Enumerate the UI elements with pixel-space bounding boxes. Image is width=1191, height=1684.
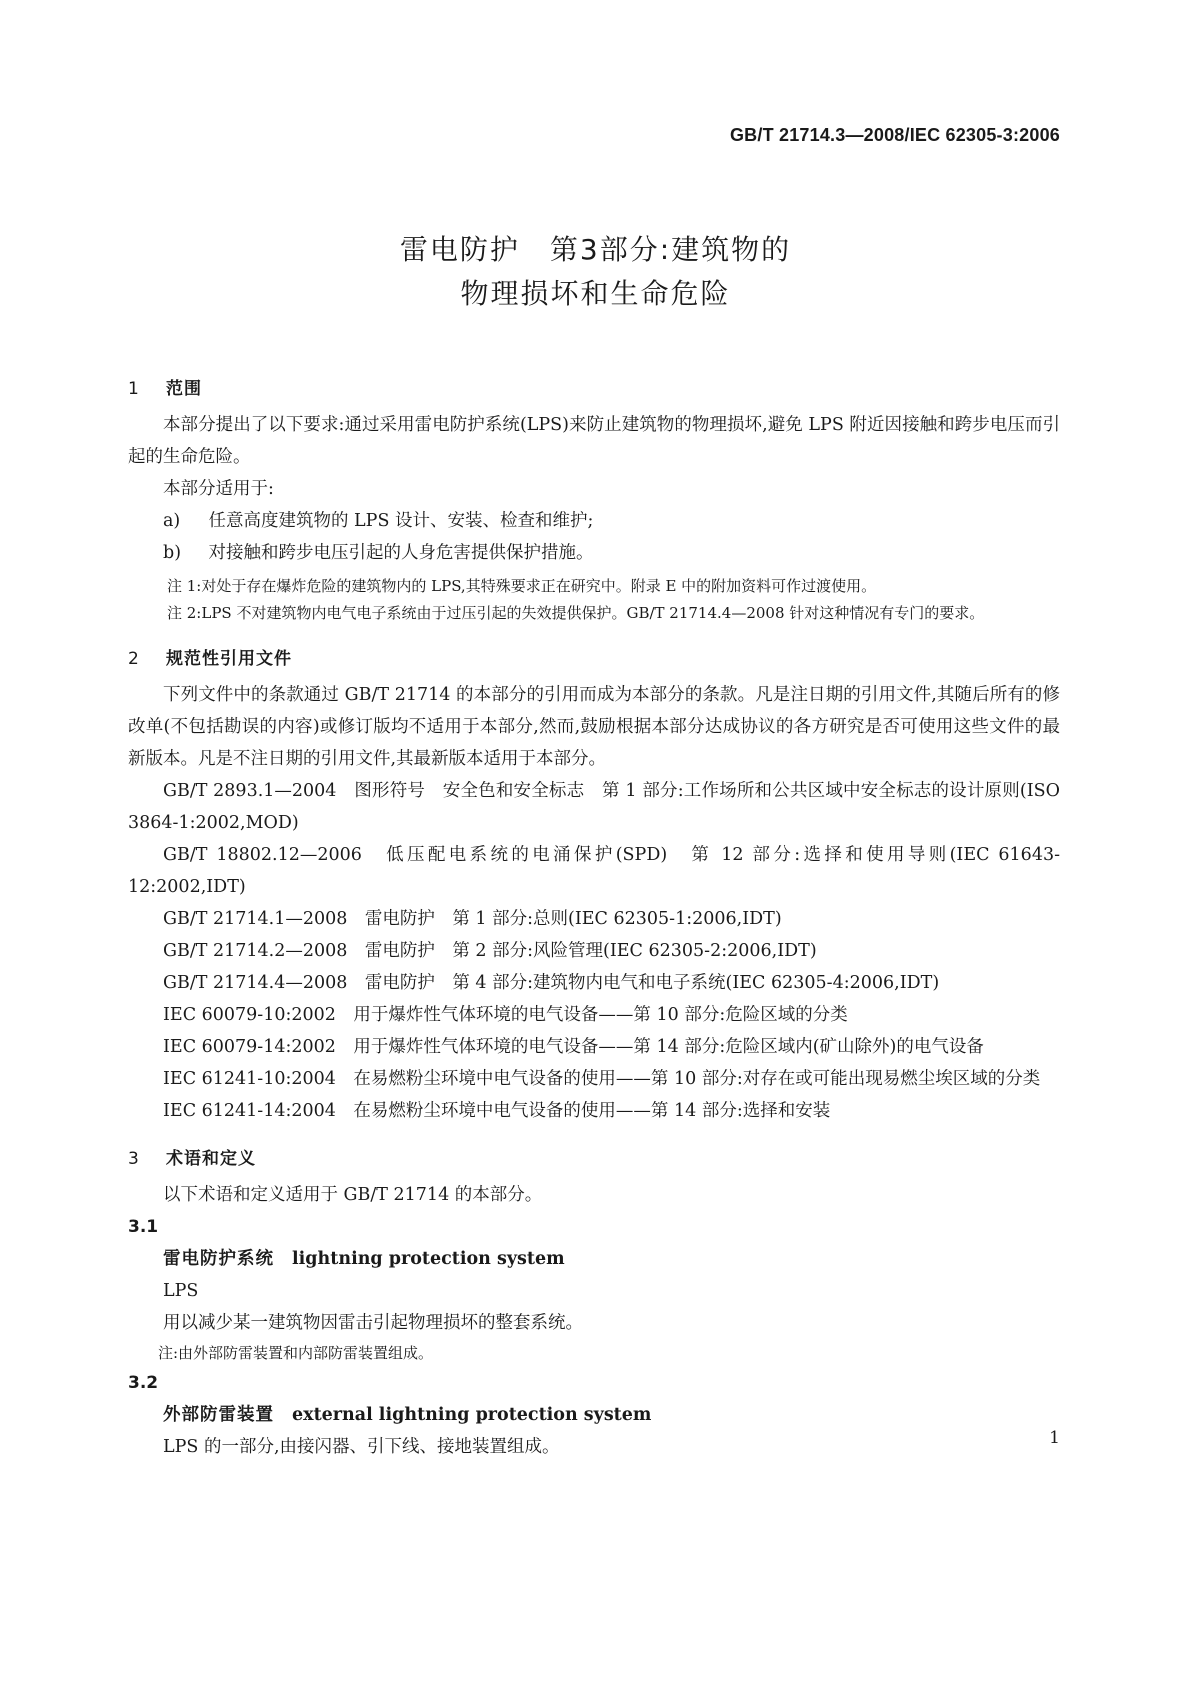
section-title: 术语和定义 [166, 1149, 256, 1169]
list-item-text: 对接触和跨步电压引起的人身危害提供保护措施。 [208, 543, 594, 563]
reference-item: IEC 61241-10:2004 在易燃粉尘环境中电气设备的使用——第 10 部分:对存在或可能出现易燃尘埃区域的分类 [163, 1069, 1041, 1089]
scope-applicability: 本部分适用于: [163, 479, 274, 499]
section-title: 规范性引用文件 [166, 649, 292, 669]
list-item-text: 任意高度建筑物的 LPS 设计、安装、检查和维护; [208, 511, 594, 531]
section-number: 3 [128, 1149, 140, 1169]
term-number: 3.1 [128, 1217, 159, 1237]
term-name-en: external lightning protection system [292, 1405, 652, 1425]
section-1-heading [128, 369, 1060, 409]
title-line-1: 雷电防护 第3部分:建筑物的 [399, 233, 792, 266]
term-definition: LPS 的一部分,由接闪器、引下线、接地装置组成。 [163, 1437, 560, 1457]
reference-item: GB/T 21714.2—2008 雷电防护 第 2 部分:风险管理(IEC 62305-2:2006,IDT) [163, 941, 817, 961]
term-note: 注:由外部防雷装置和内部防雷装置组成。 [158, 1344, 434, 1362]
normative-intro: 下列文件中的条款通过 GB/T 21714 的本部分的引用而成为本部分的条款。凡是注日期的引用文件,其随后所有的修改单(不包括勘误的内容)或修订版均不适用于本部分,然而,鼓励根据本部分达成协议的各方研究是否可使用这些文件的最新版本。凡是不注日期的引用文件,其最新版本适用于本部分。 [128, 685, 1060, 769]
terms-intro: 以下术语和定义适用于 GB/T 21714 的本部分。 [163, 1185, 543, 1205]
term-name-en: lightning protection system [292, 1249, 565, 1269]
term-abbreviation: LPS [163, 1281, 199, 1301]
reference-item: IEC 60079-10:2002 用于爆炸性气体环境的电气设备——第 10 部分:危险区域的分类 [163, 1005, 848, 1025]
list-item [128, 537, 1060, 569]
list-item-label: a) [163, 511, 181, 531]
reference-item: GB/T 21714.1—2008 雷电防护 第 1 部分:总则(IEC 62305-1:2006,IDT) [163, 909, 782, 929]
standard-code: GB/T 21714.3—2008/IEC 62305-3:2006 [729, 125, 1060, 145]
note-1: 注 1:对处于存在爆炸危险的建筑物内的 LPS,其特殊要求正在研究中。附录 E 中的附加资料可作过渡使用。 [167, 577, 877, 595]
document-body [128, 369, 1060, 1463]
term-number: 3.2 [128, 1373, 159, 1393]
document-title [0, 228, 1191, 316]
reference-item: IEC 61241-14:2004 在易燃粉尘环境中电气设备的使用——第 14 部分:选择和安装 [163, 1101, 831, 1121]
term-name-zh: 雷电防护系统 [163, 1249, 274, 1269]
list-item [128, 505, 1060, 537]
section-title: 范围 [166, 379, 202, 399]
title-line-2: 物理损坏和生命危险 [460, 277, 731, 310]
reference-item: IEC 60079-14:2002 用于爆炸性气体环境的电气设备——第 14 部分:危险区域内(矿山除外)的电气设备 [163, 1037, 984, 1057]
term-definition: 用以减少某一建筑物因雷击引起物理损坏的整套系统。 [163, 1313, 583, 1333]
list-item-label: b) [163, 543, 182, 563]
reference-item: GB/T 21714.4—2008 雷电防护 第 4 部分:建筑物内电气和电子系统(IEC 62305-4:2006,IDT) [163, 973, 940, 993]
section-number: 1 [128, 379, 140, 399]
term-name-zh: 外部防雷装置 [163, 1405, 274, 1425]
reference-item: GB/T 2893.1—2004 图形符号 安全色和安全标志 第 1 部分:工作场所和公共区域中安全标志的设计原则(ISO 3864-1:2002,MOD) [128, 781, 1060, 833]
scope-paragraph: 本部分提出了以下要求:通过采用雷电防护系统(LPS)来防止建筑物的物理损坏,避免 LPS 附近因接触和跨步电压而引起的生命危险。 [128, 415, 1060, 467]
reference-item: GB/T 18802.12—2006 低压配电系统的电涌保护(SPD) 第 12 部分:选择和使用导则(IEC 61643-12:2002,IDT) [128, 845, 1060, 897]
section-2-heading [128, 639, 1060, 679]
term-name [128, 1243, 1060, 1275]
page-number: 1 [1049, 1428, 1060, 1448]
section-3-heading [128, 1139, 1060, 1179]
note-2: 注 2:LPS 不对建筑物内电气电子系统由于过压引起的失效提供保护。GB/T 21714.4—2008 针对这种情况有专门的要求。 [167, 604, 985, 622]
section-number: 2 [128, 649, 140, 669]
term-name [128, 1399, 1060, 1431]
